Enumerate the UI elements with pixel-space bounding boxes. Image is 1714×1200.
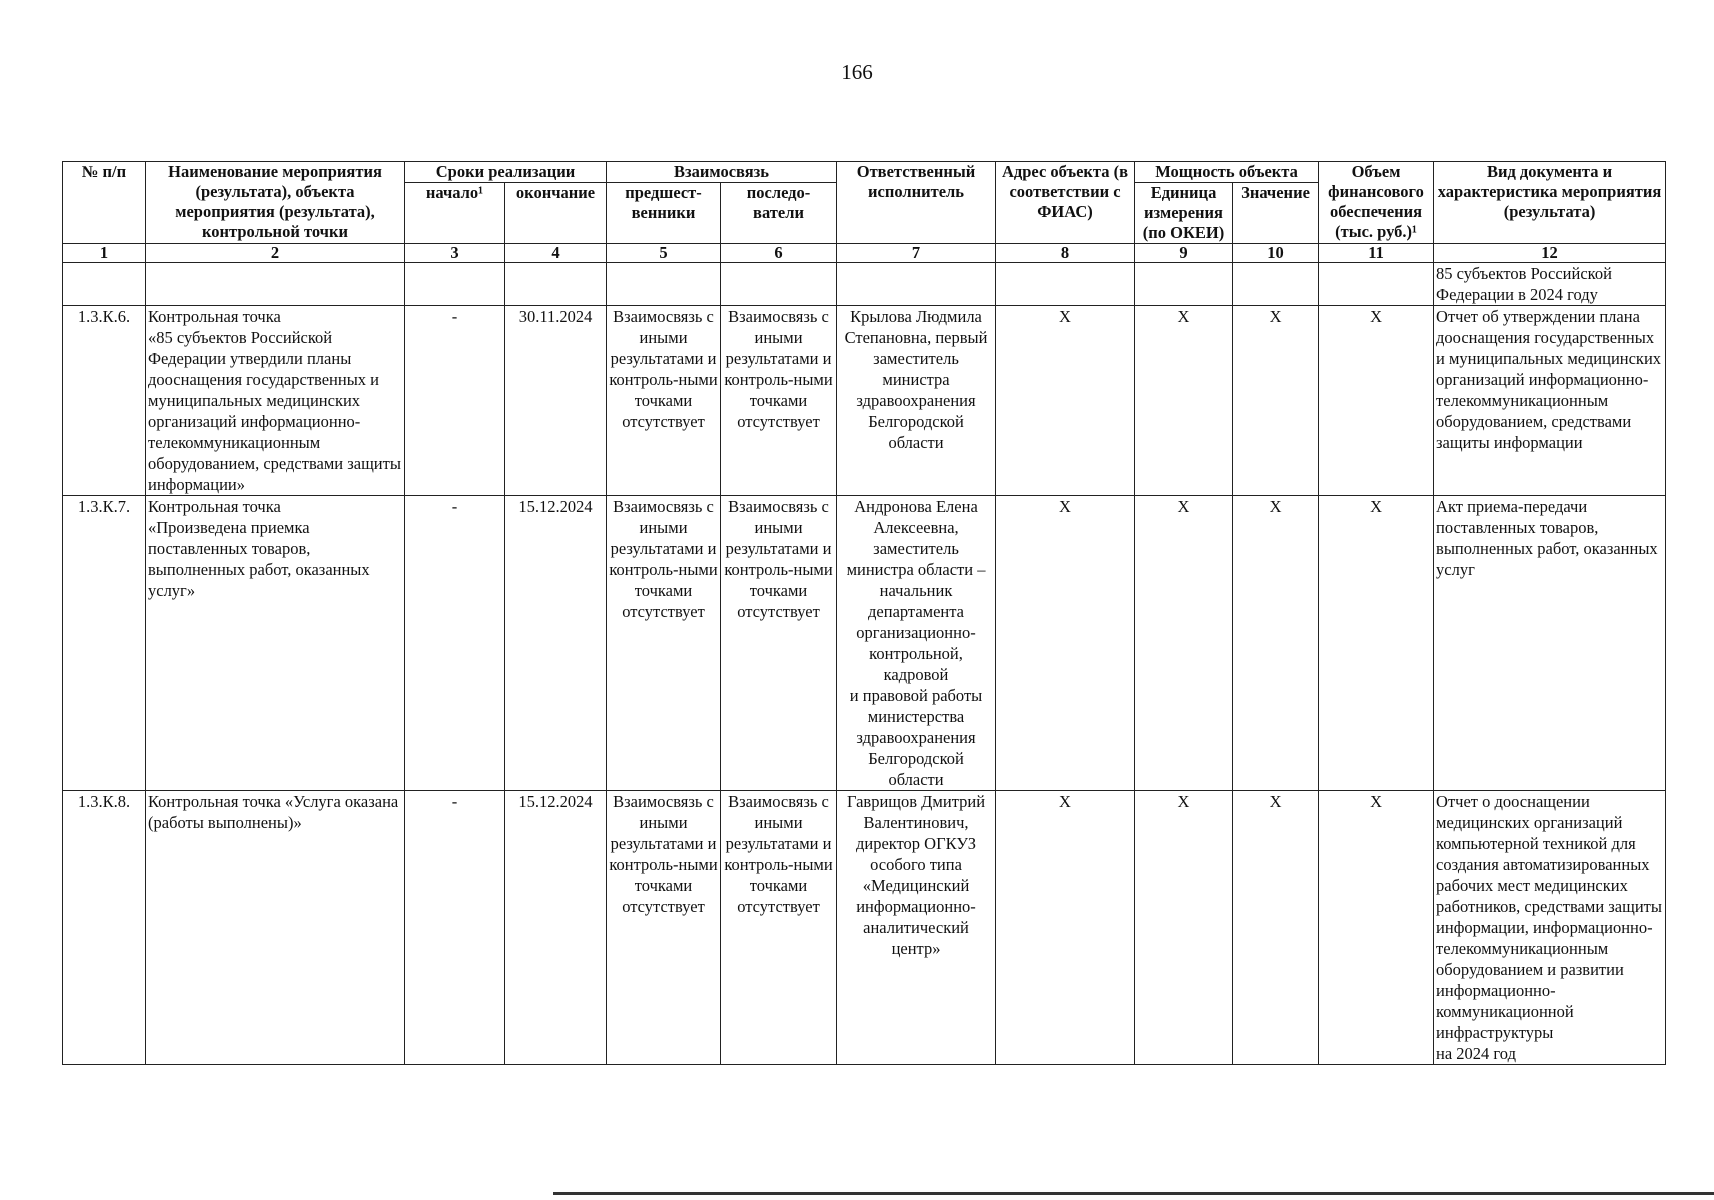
end-date: 15.12.2024 [505,496,607,791]
header-responsible: Ответственный исполнитель [837,162,996,244]
address: X [996,496,1135,791]
document-cell: Отчет об утверждении плана дооснащения государственных и муниципальных медицинских организаций информационно-телекоммуникационным оборудованием, средствами защиты информации [1434,306,1666,496]
header-activity-name: Наименование мероприятия (результата), объекта мероприятия (результата), контрольной точки [146,162,405,244]
predecessors: Взаимосвязь с иными результатами и контроль-ными точками отсутствует [607,306,721,496]
header-number: № п/п [63,162,146,244]
value: X [1233,496,1319,791]
header-unit: Единица измерения (по ОКЕИ) [1135,183,1233,244]
document-cell: Акт приема-передачи поставленных товаров, выполненных работ, оказанных услуг [1434,496,1666,791]
unit: X [1135,791,1233,1065]
address: X [996,791,1135,1065]
header-document-type: Вид документа и характеристика мероприятия (результата) [1434,162,1666,244]
end-date: 15.12.2024 [505,791,607,1065]
header-start: начало¹ [405,183,505,244]
document-cell: 85 субъектов Российской Федерации в 2024 году [1434,263,1666,306]
start-date: - [405,306,505,496]
header-predecessors: предшест-венники [607,183,721,244]
column-number: 11 [1319,244,1434,263]
successors: Взаимосвязь с иными результатами и контроль-ными точками отсутствует [721,791,837,1065]
predecessors: Взаимосвязь с иными результатами и контроль-ными точками отсутствует [607,496,721,791]
responsible: Гаврищов Дмитрий Валентинович, директор ОГКУЗ особого типа «Медицинский информационно-аналитический центр» [837,791,996,1065]
page-number: 166 [841,60,873,84]
activities-table [62,161,1666,1065]
column-number: 8 [996,244,1135,263]
unit: X [1135,306,1233,496]
finance: X [1319,496,1434,791]
column-number: 5 [607,244,721,263]
column-number: 12 [1434,244,1666,263]
header-terms: Сроки реализации [405,162,607,183]
row-id: 1.3.К.7. [63,496,146,791]
header-address: Адрес объекта (в соответствии с ФИАС) [996,162,1135,244]
activity-name: Контрольная точка «Произведена приемка поставленных товаров, выполненных работ, оказанных услуг» [146,496,405,791]
predecessors: Взаимосвязь с иными результатами и контроль-ными точками отсутствует [607,791,721,1065]
header-end: окончание [505,183,607,244]
unit: X [1135,496,1233,791]
finance: X [1319,791,1434,1065]
finance: X [1319,306,1434,496]
column-number: 10 [1233,244,1319,263]
header-links: Взаимосвязь [607,162,837,183]
column-number: 4 [505,244,607,263]
column-number: 9 [1135,244,1233,263]
column-number: 2 [146,244,405,263]
responsible: Андронова Елена Алексеевна, заместитель министра области – начальник департамента организационно-контрольной, кадровой и правовой работы министерства здравоохранения Белгородской области [837,496,996,791]
successors: Взаимосвязь с иными результатами и контроль-ными точками отсутствует [721,306,837,496]
column-number: 3 [405,244,505,263]
table-row [63,791,1666,1065]
start-date: - [405,791,505,1065]
row-id: 1.3.К.6. [63,306,146,496]
column-number: 6 [721,244,837,263]
table-row-carryover [63,263,1666,306]
end-date: 30.11.2024 [505,306,607,496]
header-power: Мощность объекта [1135,162,1319,183]
header-row-1 [63,162,1666,183]
activity-name: Контрольная точка «85 субъектов Российской Федерации утвердили планы дооснащения государственных и муниципальных медицинских организаций информационно-телекоммуникационным оборудованием, средствами защиты информации» [146,306,405,496]
responsible: Крылова Людмила Степановна, первый заместитель министра здравоохранения Белгородской области [837,306,996,496]
header-successors: последо-ватели [721,183,837,244]
header-value: Значение [1233,183,1319,244]
value: X [1233,791,1319,1065]
table-row [63,496,1666,791]
address: X [996,306,1135,496]
table-row [63,306,1666,496]
row-id: 1.3.К.8. [63,791,146,1065]
header-finance: Объем финансового обеспечения (тыс. руб.)¹ [1319,162,1434,244]
document-cell: Отчет о дооснащении медицинских организаций компьютерной техникой для создания автоматизированных рабочих мест медицинских работников, средствами защиты информации, информационно-телекоммуникационным оборудованием и развитии информационно-коммуникационной инфраструктуры на 2024 год [1434,791,1666,1065]
column-number: 7 [837,244,996,263]
successors: Взаимосвязь с иными результатами и контроль-ными точками отсутствует [721,496,837,791]
value: X [1233,306,1319,496]
activity-name: Контрольная точка «Услуга оказана (работы выполнены)» [146,791,405,1065]
column-numbers-row [63,244,1666,263]
scan-edge-line [553,1192,1714,1195]
column-number: 1 [63,244,146,263]
start-date: - [405,496,505,791]
